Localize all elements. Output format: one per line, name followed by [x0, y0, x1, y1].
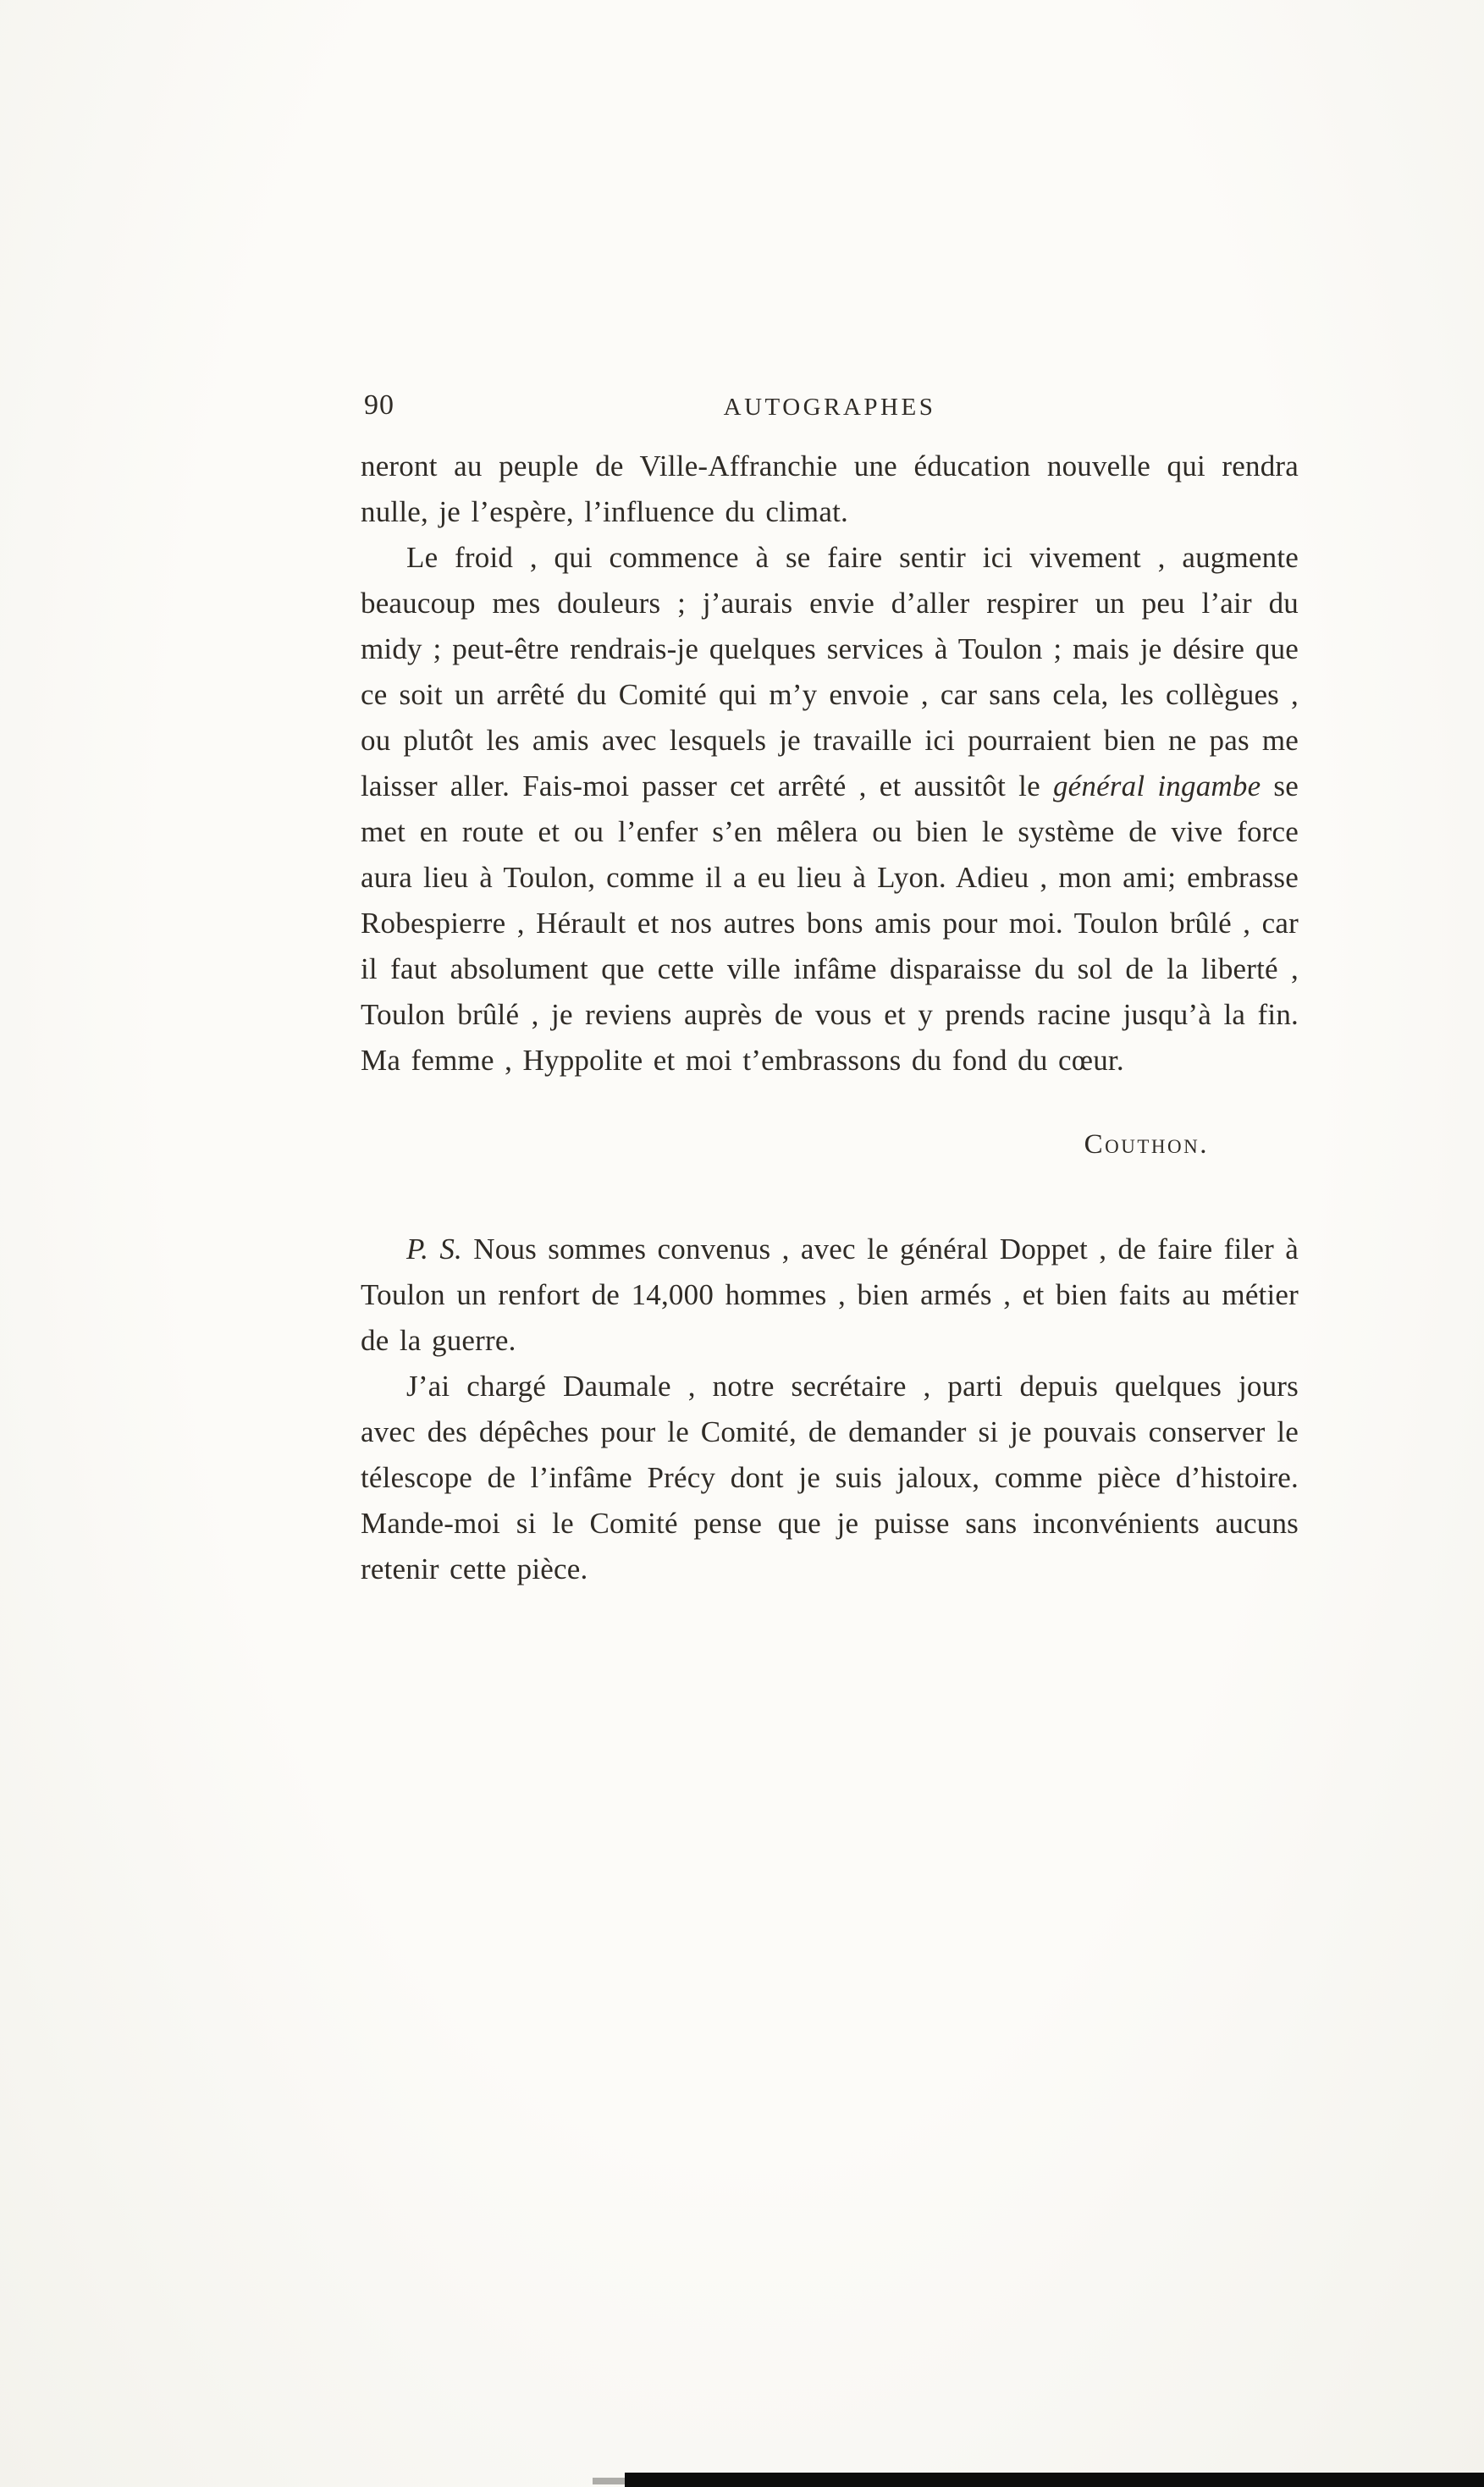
- letter-paragraph-text-before: Le froid , qui commence à se faire sentir ici vivement , augmente beaucoup mes douleurs ; j’aurais envie d’aller respirer un peu l’air du midy ; peut-être rendrais-je quelques services à Toulon ; mais je désire que ce soit un arrêté du Comité qui m’y envoie , car sans cela, les collègues , ou plutôt les amis avec lesquels je travaille ici pourraient bien ne pas me laisser aller. Fais-moi passer cet arrêté , et aussitôt le: [361, 541, 1299, 802]
- letter-continuation-paragraph: [361, 444, 1299, 535]
- postscript-first-text: Nous sommes convenus , avec le général Doppet , de faire filer à Toulon un renfort de 14,000 hommes , bien armés , et bien faits au métier de la guerre.: [361, 1232, 1299, 1357]
- postscript-label: P. S.: [406, 1232, 462, 1266]
- letter-body: [361, 444, 1299, 1592]
- letter-paragraph-italic-phrase: général ingambe: [1052, 769, 1261, 802]
- scan-artifact-bar: [625, 2473, 1484, 2487]
- postscript-first-paragraph: [361, 1227, 1299, 1364]
- letter-paragraph-text-after: se met en route et ou l’enfer s’en mêlera ou bien le système de vive force aura lieu à Toulon, comme il a eu lieu à Lyon. Adieu , mon ami; embrasse Robespierre , Hérault et nos autres bons amis pour moi. Toulon brûlé , car il faut absolument que cette ville infâme disparaisse du sol de la liberté , Toulon brûlé , je reviens auprès de vous et y prends racine jusqu’à la fin. Ma femme , Hyppolite et moi t’embrassons du fond du cœur.: [361, 769, 1299, 1077]
- page-header: [361, 388, 1299, 427]
- text-block: [361, 388, 1299, 1592]
- letter-main-paragraph: [361, 535, 1299, 1084]
- letter-continuation-text: neront au peuple de Ville-Affranchie une éducation nouvelle qui rendra nulle, je l’espère, l’influence du climat.: [361, 449, 1299, 528]
- postscript-section: [361, 1227, 1299, 1592]
- page-number: 90: [364, 389, 394, 421]
- running-header: AUTOGRAPHES: [723, 394, 936, 421]
- postscript-second-text: J’ai chargé Daumale , notre secrétaire , parti depuis quelques jours avec des dépêches pour le Comité, de demander si je pouvais conserver le télescope de l’infâme Précy dont je suis jaloux, comme pièce d’histoire. Mande-moi si le Comité pense que je puisse sans inconvénients aucuns retenir cette pièce.: [361, 1370, 1299, 1585]
- letter-signature: Couthon.: [1084, 1129, 1209, 1160]
- postscript-second-paragraph: [361, 1364, 1299, 1592]
